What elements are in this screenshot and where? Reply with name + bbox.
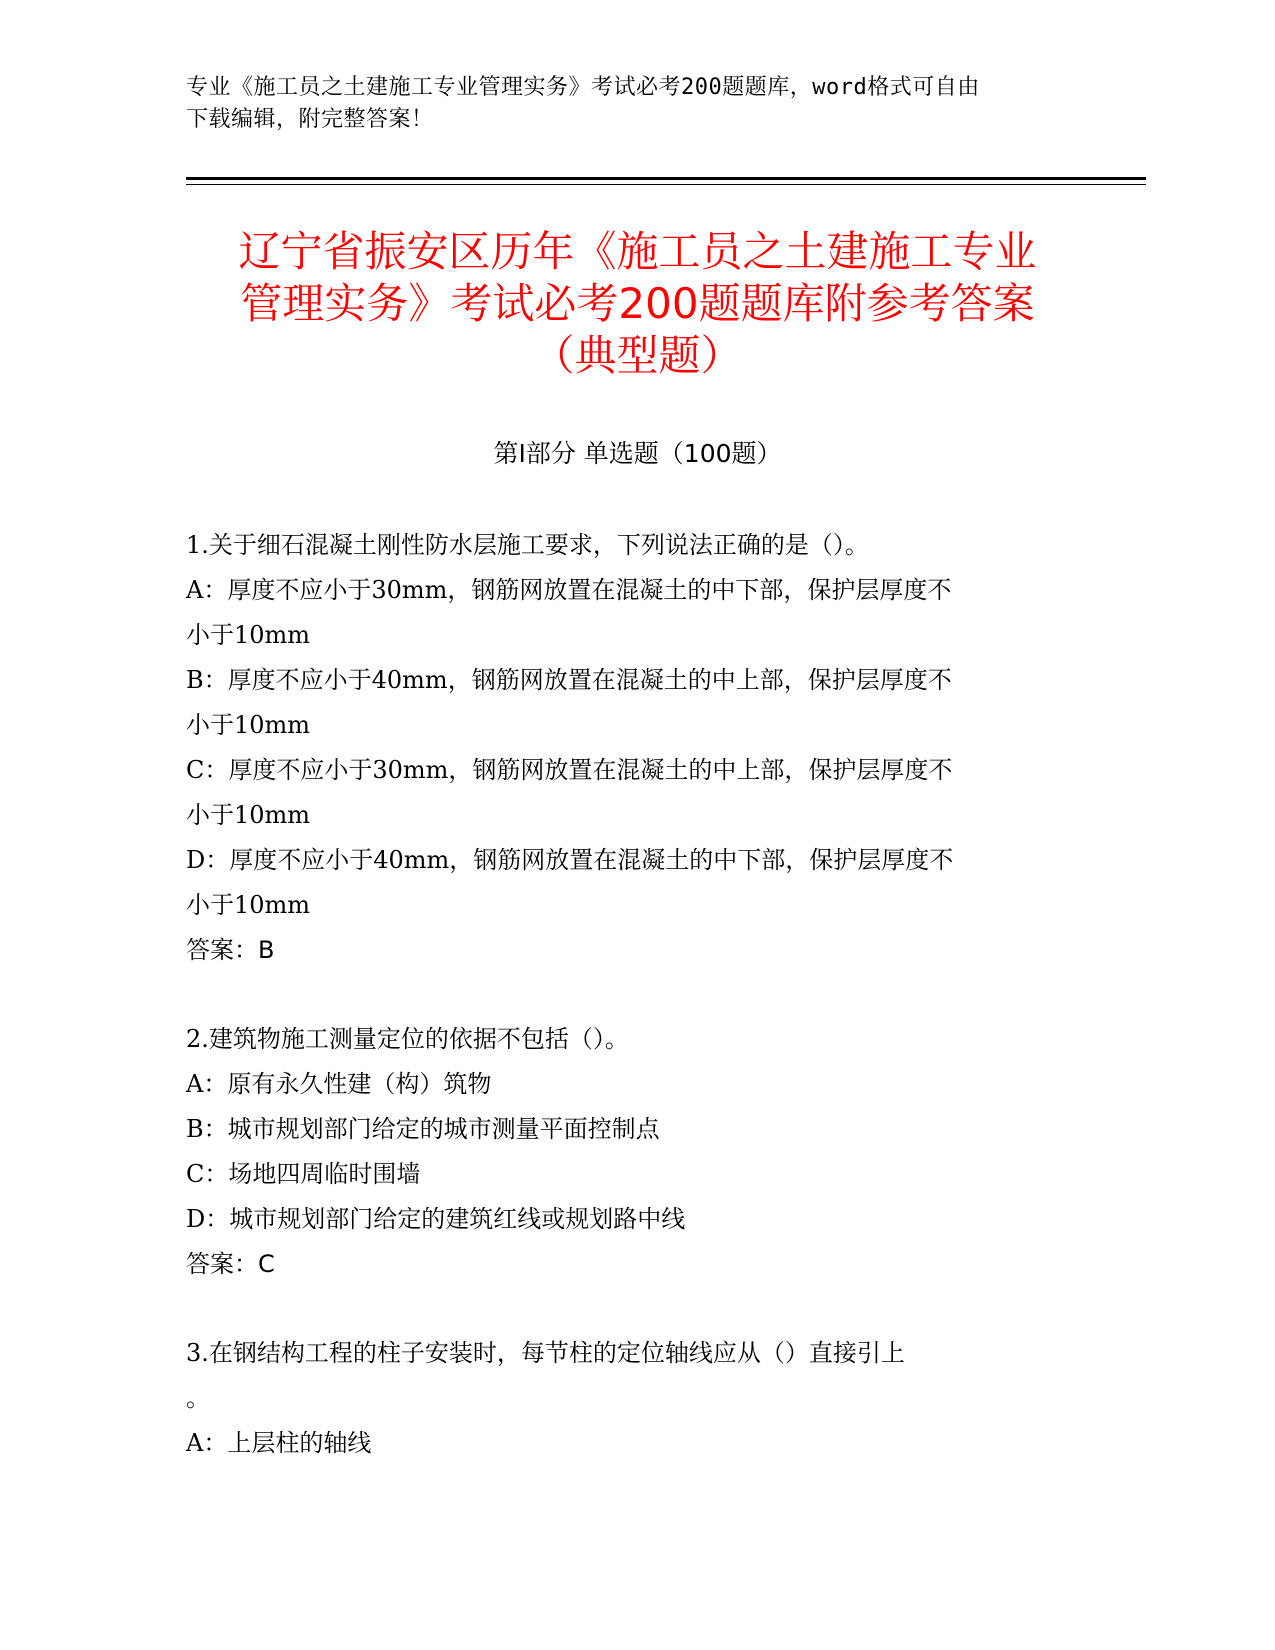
header-line: 下载编辑，附完整答案！: [186, 107, 434, 132]
option-a-cont: 小于10mm: [186, 621, 311, 649]
question-stem-cont: 。: [186, 1384, 210, 1412]
option-b: B：厚度不应小于40mm，钢筋网放置在混凝土的中上部，保护层厚度不: [186, 666, 952, 694]
option-b-cont: 小于10mm: [186, 711, 311, 739]
header-line: 专业《施工员之土建施工专业管理实务》考试必考200题题库，word格式可自由: [186, 75, 980, 100]
answer: 答案：B: [186, 936, 275, 964]
question-stem: 1.关于细石混凝土刚性防水层施工要求，下列说法正确的是（）。: [186, 531, 869, 559]
title-line: （典型题）: [532, 331, 743, 380]
option-c-cont: 小于10mm: [186, 801, 311, 829]
question-stem: 2.建筑物施工测量定位的依据不包括（）。: [186, 1025, 629, 1053]
option-c: C：厚度不应小于30mm，钢筋网放置在混凝土的中上部，保护层厚度不: [186, 756, 953, 784]
document-title: [150, 226, 1125, 382]
option-b: B：城市规划部门给定的城市测量平面控制点: [186, 1115, 660, 1143]
header-divider-thin: [186, 184, 1146, 185]
option-d-cont: 小于10mm: [186, 891, 311, 919]
option-a: A：上层柱的轴线: [186, 1429, 372, 1457]
option-c: C：场地四周临时围墙: [186, 1160, 421, 1188]
option-d: D：城市规划部门给定的建筑红线或规划路中线: [186, 1205, 686, 1233]
question-3: [186, 1331, 1086, 1466]
page-header: [186, 72, 1066, 136]
title-line: 辽宁省振安区历年《施工员之土建施工专业: [238, 227, 1037, 276]
answer: 答案：C: [186, 1250, 275, 1278]
header-divider-thick: [186, 177, 1146, 180]
option-a: A：厚度不应小于30mm，钢筋网放置在混凝土的中下部，保护层厚度不: [186, 576, 952, 604]
title-line: 管理实务》考试必考200题题库附参考答案: [240, 279, 1035, 328]
question-list: [186, 523, 1086, 1510]
question-1: [186, 523, 1086, 973]
question-stem: 3.在钢结构工程的柱子安装时，每节柱的定位轴线应从（）直接引上: [186, 1339, 905, 1367]
option-a: A：原有永久性建（构）筑物: [186, 1070, 492, 1098]
option-d: D：厚度不应小于40mm，钢筋网放置在混凝土的中下部，保护层厚度不: [186, 846, 954, 874]
question-2: [186, 1017, 1086, 1287]
section-title: 第Ⅰ部分 单选题（100题）: [493, 439, 782, 468]
